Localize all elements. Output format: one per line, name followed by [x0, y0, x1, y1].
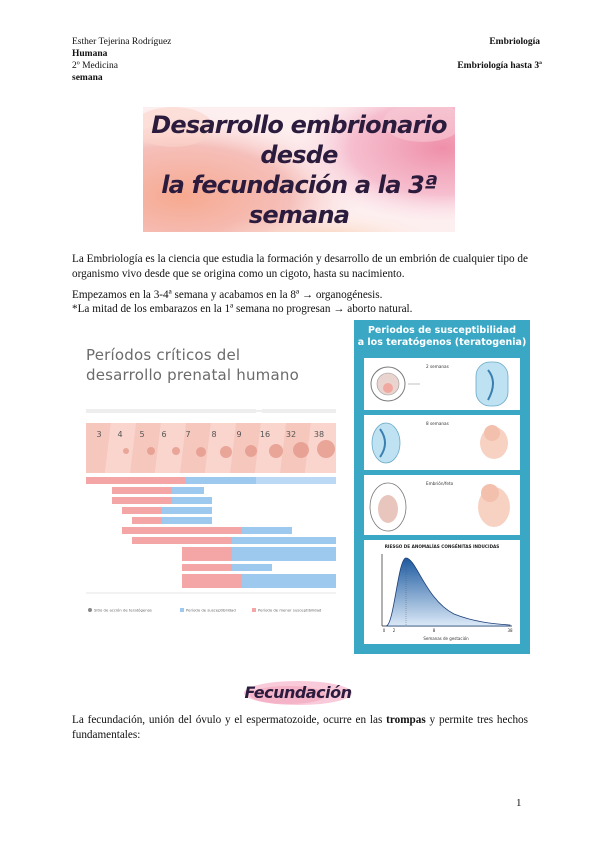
graph-tick: 38	[507, 628, 513, 633]
teratogen-title	[354, 325, 530, 349]
header-left	[72, 36, 272, 84]
intro-organogenesis: Empezamos en la 3-4ª semana y acabamos en la 8ª → organogénesis.	[72, 289, 383, 301]
week-label: 32	[285, 430, 297, 439]
header-wrap-humana: Humana	[72, 49, 108, 59]
intro-paragraph: La Embriología es la ciencia que estudia la formación y desarrollo de un embrión de cualquier tipo de organismo vivo desde que se origina como un cigoto, hasta su nacimiento.	[72, 253, 528, 280]
header-wrap-semana: semana	[72, 73, 103, 83]
week-label: 9	[236, 430, 242, 439]
legend-label: Período de menor susceptibilidad	[258, 607, 322, 613]
week-label: 5	[139, 430, 145, 439]
topic-label: Embriología hasta 3ª	[457, 61, 542, 71]
critical-periods-title-line1: Períodos críticos del	[86, 346, 241, 364]
panel-mid-stage	[364, 415, 520, 470]
fecundacion-paragraph	[72, 713, 528, 742]
panel-late-stage	[364, 475, 520, 535]
page-number: 1	[516, 797, 522, 809]
header-right	[432, 36, 542, 72]
critical-periods-figure	[72, 331, 350, 620]
banner-line-1: Desarrollo embrionario desde	[151, 110, 447, 169]
panel-early-stage	[364, 358, 520, 410]
week-label: 3	[96, 430, 102, 439]
week-label: 8	[211, 430, 217, 439]
risk-curve-chart	[364, 540, 520, 644]
panel3-note: Embrión/feto	[426, 481, 454, 486]
title-banner	[143, 107, 455, 232]
subject-label: Embriología	[489, 37, 540, 47]
week-label: 16	[259, 430, 271, 439]
graph-tick: 0	[382, 628, 386, 633]
panel2-note: 8 semanas	[426, 421, 449, 426]
teratogen-title-line1: Periodos de susceptibilidad	[367, 325, 517, 336]
graph-tick: 2	[392, 628, 396, 633]
teratogen-figure	[354, 320, 530, 654]
week-label: 7	[185, 430, 191, 439]
intro-note: *La mitad de los embarazos en la 1ª semana no progresan → aborto natural.	[72, 303, 413, 315]
legend-label: Sitio de acción de teratógenos	[94, 607, 152, 613]
course-label: 2º Medicina	[72, 61, 118, 71]
week-label: 38	[313, 430, 325, 439]
week-label: 6	[161, 430, 167, 439]
graph-xlabel: Semanas de gestación	[423, 636, 469, 641]
author-name: Esther Tejerina Rodríguez	[72, 37, 172, 47]
risk-graph-panel	[364, 540, 520, 644]
panel1-note: 2 semanas	[426, 364, 449, 369]
banner-title	[143, 107, 455, 232]
critical-periods-title-line2: desarrollo prenatal humano	[86, 366, 299, 384]
fecundacion-text-before: La fecundación, unión del óvulo y el espermatozoide, ocurre en las	[72, 714, 387, 726]
banner-line-2: la fecundación a la 3ª semana	[161, 170, 437, 229]
graph-tick: 8	[432, 628, 436, 633]
fecundacion-heading: Fecundación	[244, 683, 352, 702]
critical-periods-chart	[72, 331, 350, 620]
fecundacion-text-after: y permite tres hechos fundamentales:	[72, 714, 528, 741]
fecundacion-bold-term: trompas	[386, 714, 426, 726]
week-label: 4	[117, 430, 123, 439]
legend-label: Período de susceptibilidad	[186, 607, 236, 613]
teratogen-title-line2: a los teratógenos (teratogenia)	[357, 337, 527, 348]
graph-title: RIESGO DE ANOMALÍAS CONGÉNITAS INDUCIDAS	[384, 544, 500, 549]
